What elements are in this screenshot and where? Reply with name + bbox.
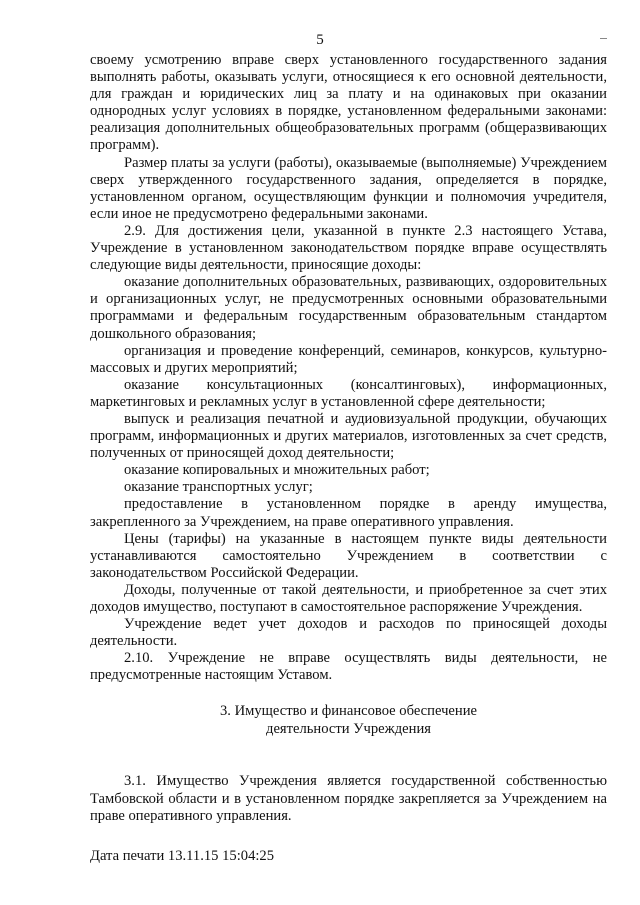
- paragraph-3-1: 3.1. Имущество Учреждения является государственной собственностью Тамбовской области и в установленном порядке закрепляется за Учреждением на праве оперативного управления.: [90, 773, 607, 824]
- paragraph-accounting: Учреждение ведет учет доходов и расходов по приносящей доходы деятельности.: [90, 616, 607, 650]
- paragraph-fee: Размер платы за услуги (работы), оказываемые (выполняемые) Учреждением сверх утвержденного государственного задания, определяется в порядке, установленном органом, осуществляющим функции и полномочия учредителя, если иное не предусмотрено федеральными законами.: [90, 154, 607, 222]
- list-item-copying: оказание копировальных и множительных работ;: [124, 462, 430, 479]
- paragraph-2-10: 2.10. Учреждение не вправе осуществлять виды деятельности, не предусмотренные настоящим Уставом.: [90, 650, 607, 684]
- print-date: Дата печати 13.11.15 15:04:25: [90, 848, 275, 864]
- page-number: 5: [316, 32, 324, 48]
- section-title-line-1: 3. Имущество и финансовое обеспечение: [219, 703, 477, 720]
- paragraph-continuation: своему усмотрению вправе сверх установленного государственного задания выполнять работы, оказывать услуги, относящиеся к его основной деятельности, для граждан и юридических лиц за плату и на одинаковых при оказании однородных услуг условиях в порядке, установленном федеральными законами: реализация дополнительных общеобразовательных программ (общеразвивающих программ).: [90, 52, 607, 154]
- section-title-line-2: деятельности Учреждения: [266, 721, 431, 738]
- list-item-educational-services: оказание дополнительных образовательных, развивающих, оздоровительных и организационных услуг, не предусмотренных основными образовательными программами и федеральным государственным образовательным стандартом дошкольного образования;: [90, 274, 607, 342]
- document-body: [90, 52, 607, 825]
- list-item-rent: предоставление в установленном порядке в аренду имущества, закрепленного за Учреждением, на праве оперативного управления.: [90, 496, 607, 530]
- section-title: [90, 702, 607, 738]
- list-item-publishing: выпуск и реализация печатной и аудиовизуальной продукции, обучающих программ, информационных и других материалов, изготовленных за счет средств, полученных от приносящей доход деятельности;: [90, 410, 607, 462]
- list-item-consulting: оказание консультационных (консалтинговых), информационных, маркетинговых и рекламных услуг в установленной сфере деятельности;: [90, 376, 607, 410]
- corner-mark: [600, 38, 607, 39]
- list-item-conferences: организация и проведение конференций, семинаров, конкурсов, культурно-массовых и других мероприятий;: [90, 342, 607, 376]
- paragraph-prices: Цены (тарифы) на указанные в настоящем пункте виды деятельности устанавливаются самостоятельно Учреждением в соответствии с законодательством Российской Федерации.: [90, 530, 607, 581]
- paragraph-income: Доходы, полученные от такой деятельности, и приобретенное за счет этих доходов имущество, поступают в самостоятельное распоряжение Учреждения.: [90, 581, 607, 615]
- paragraph-2-9: 2.9. Для достижения цели, указанной в пункте 2.3 настоящего Устава, Учреждение в установленном законодательством порядке вправе осуществлять следующие виды деятельности, приносящие доходы:: [90, 222, 607, 274]
- list-item-transport: оказание транспортных услуг;: [124, 479, 313, 496]
